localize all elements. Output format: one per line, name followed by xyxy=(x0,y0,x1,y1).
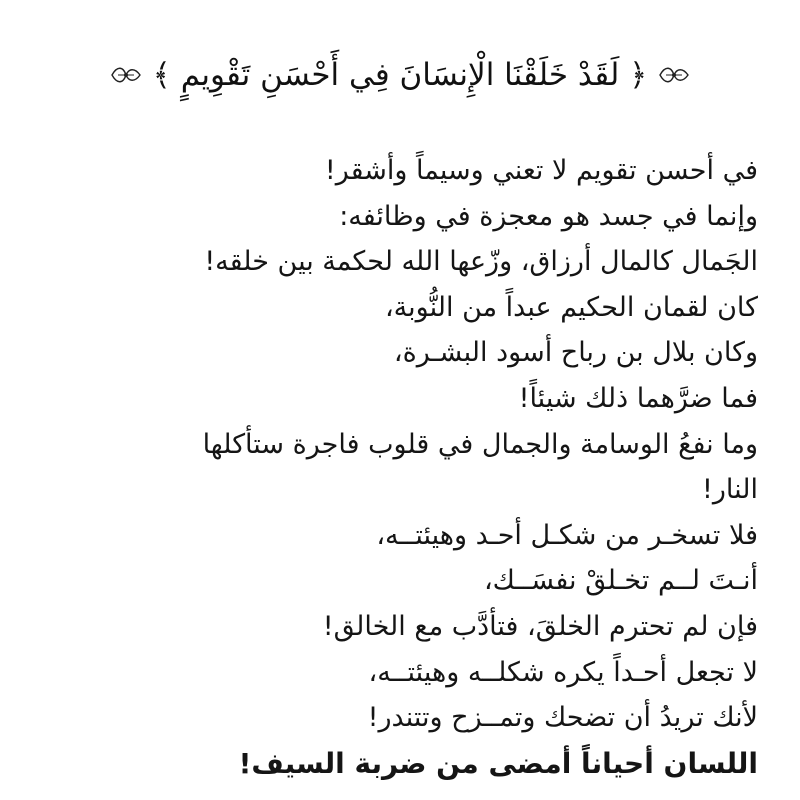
floral-ornament-icon xyxy=(657,62,691,88)
verse-header xyxy=(100,48,700,102)
poem-line: لا تجعل أحـداً يكره شكلــه وهيئتــه، xyxy=(368,656,758,688)
poem-line: النار! xyxy=(702,474,758,506)
poem-line: في أحسن تقويم لا تعني وسيماً وأشقر! xyxy=(324,155,758,186)
poem-line: وكان بلال بن رباح أسود البشـرة، xyxy=(393,337,758,369)
poem-line: وما نفعُ الوسامة والجمال في قلوب فاجرة ستأكلها xyxy=(202,428,758,460)
poem-line: فإن لم تحترم الخلقَ، فتأدَّب مع الخالق! xyxy=(322,610,758,642)
poem-line: أنـتَ لــم تخـلقْ نفسَــك، xyxy=(483,565,758,597)
poem-line: لأنك تريدُ أن تضحك وتمــزح وتتندر! xyxy=(367,702,758,734)
poem-final-line: اللسان أحياناً أمضى من ضربة السيف! xyxy=(238,746,758,780)
poem-line: الجَمال كالمال أرزاق، وزّعها الله لحكمة بين خلقه! xyxy=(204,246,758,278)
quran-verse-title: ﴿ لَقَدْ خَلَقْنَا الْإِنسَانَ فِي أَحْسَنِ تَقْوِيمٍ ﴾ xyxy=(152,56,648,93)
poem-line: فما ضرَّهما ذلك شيئاً! xyxy=(518,382,758,414)
poem-line: كان لقمان الحكيم عبداً من النُّوبة، xyxy=(384,291,758,323)
poem-text xyxy=(38,148,758,786)
poem-line: فلا تسخـر من شكـل أحـد وهيئتــه، xyxy=(376,519,758,551)
poem-line: وإنما في جسد هو معجزة في وظائفه: xyxy=(339,200,758,232)
floral-ornament-icon xyxy=(109,62,143,88)
